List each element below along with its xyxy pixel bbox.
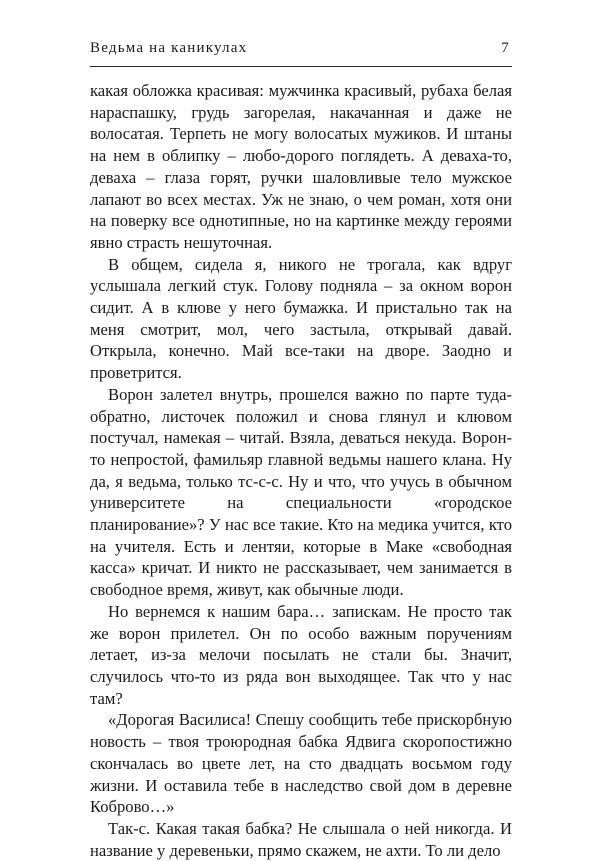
paragraph: какая обложка красивая: мужчинка красивый, рубаха белая нараспашку, грудь загорелая, накачанная и даже не волосатая. Терпеть не могу волосатых мужиков. И штаны на нем в облипку – любо-дорого поглядеть. А деваха-то, деваха – глаза горят, ручки шаловливые тело мужское лапают во всех местах. Уж не знаю, о чем роман, хотя они на поверку все однотипные, но на картинке между героями явно страсть нешуточная.	[90, 81, 512, 252]
paragraph: Так-с. Какая такая бабка? Не слышала о ней никогда. И название у деревеньки, прямо скажем, не ахти. То ли дело	[90, 818, 512, 860]
running-title: Ведьма на каникулах	[90, 40, 248, 56]
paragraph: «Дорогая Василиса! Спешу сообщить тебе прискорбную новость – твоя троюродная бабка Ядвига скоропостижно скончалась во цвете лет, на сто двадцать восьмом году жизни. И оставила тебе в наследство свой дом в деревне Коброво…»	[90, 710, 512, 817]
paragraph: В общем, сидела я, никого не трогала, как вдруг услышала легкий стук. Голову подняла – за окном ворон сидит. А в клюве у него бумажка. И пристально так на меня смотрит, мол, чего застыла, открывай давай. Открыла, конечно. Май все-таки на дворе. Заодно и проветрится.	[90, 254, 512, 383]
running-head	[90, 40, 510, 64]
paragraph: Но вернемся к нашим бара… запискам. Не просто так же ворон прилетел. Он по особо важным поручениям летает, из-за мелочи посылать не стали бы. Значит, случилось что-то из ряда вон выходящее. Так что у нас там?	[90, 601, 512, 708]
paragraph: Ворон залетел внутрь, прошелся важно по парте туда-обратно, листочек положил и снова глянул и клювом постучал, намекая – читай. Взяла, деваться некуда. Ворон-то непростой, фамильяр главной ведьмы нашего клана. Ну да, я ведьма, только тс-с-с. Ну и что, что учусь в обычном университете на специальности «городское планирование»? У нас все такие. Кто на медика учится, кто на учителя. Есть и лентяи, которые в Маке «свободная касса» кричат. И никто не рассказывает, чем занимается в свободное время, живут, как обычные люди.	[90, 384, 512, 600]
body-text	[90, 80, 512, 861]
header-rule	[90, 66, 512, 67]
page-number: 7	[501, 40, 510, 56]
